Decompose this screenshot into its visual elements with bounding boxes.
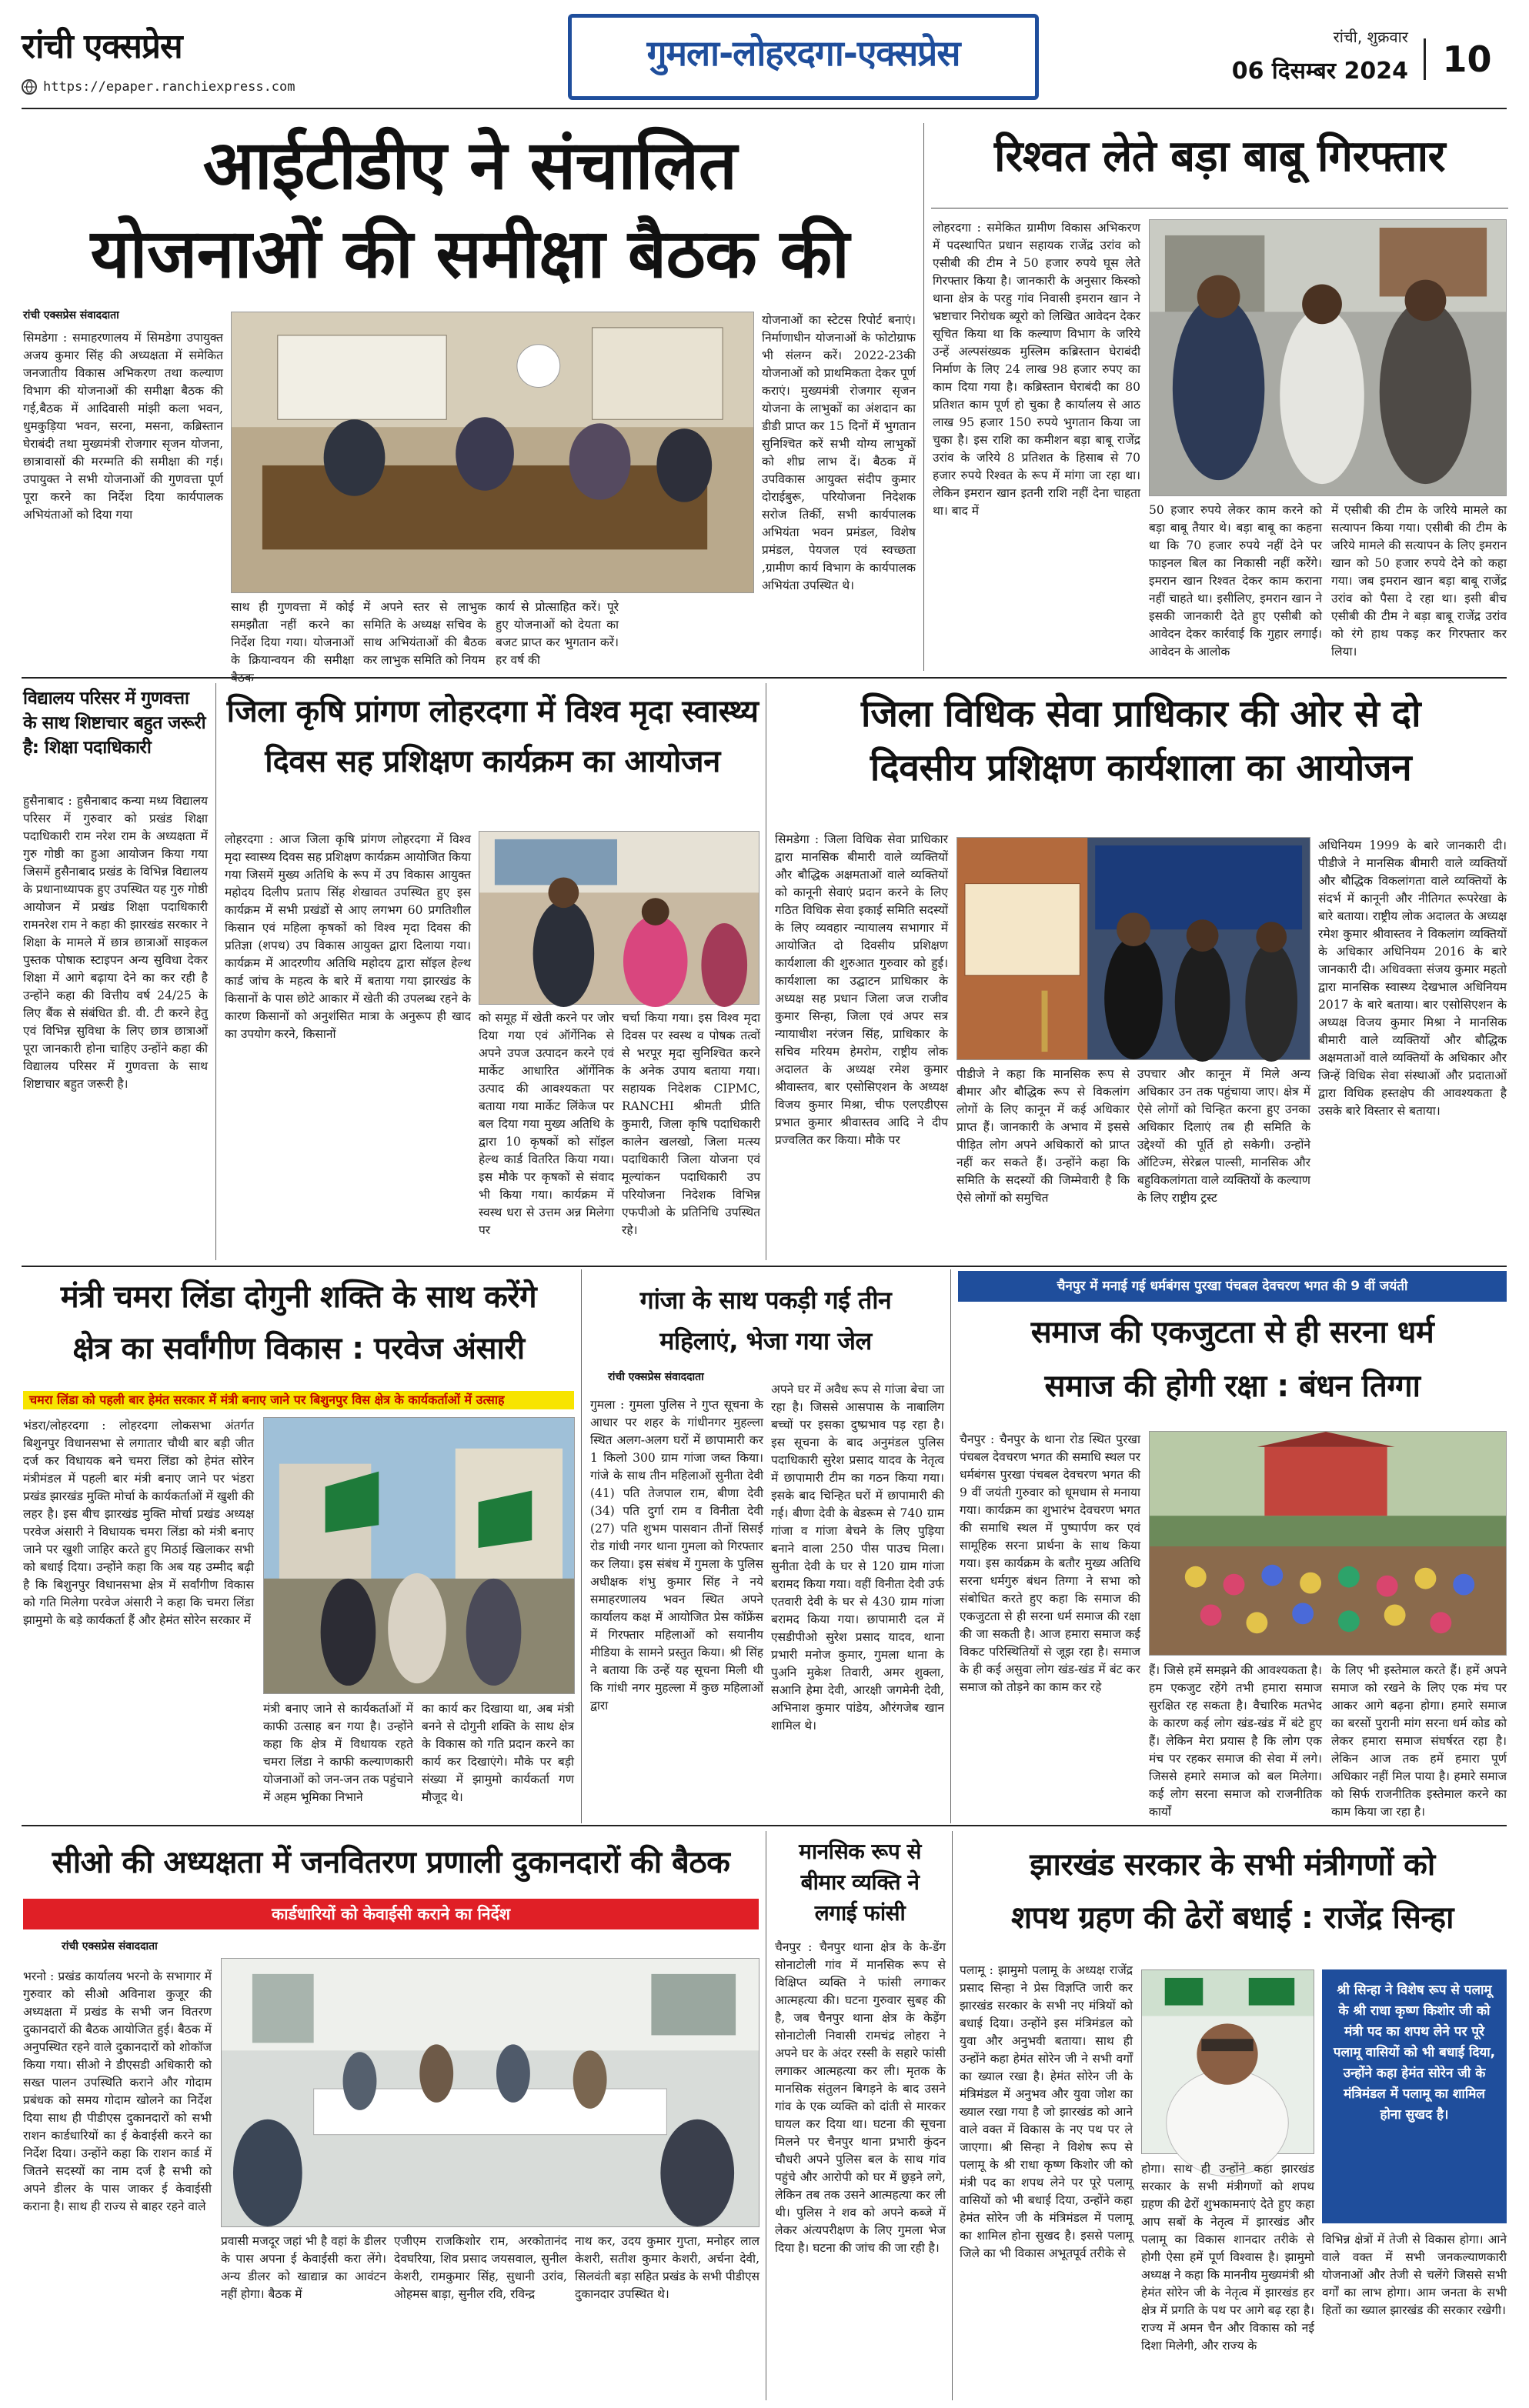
edition-title-box: [568, 14, 1039, 100]
story10-headline-line3: लगाई फांसी: [814, 1900, 906, 1926]
story6-headline-line1: मंत्री चमरा लिंडा दोगुनी शक्ति के साथ करेंगे: [60, 1279, 537, 1315]
globe-icon: [22, 79, 37, 95]
story1-column-5: योजनाओं का स्टेटस रिपोर्ट बनाएं। निर्माणाधीन योजनाओं के फोटोग्राफ भी संलग्न करें। 2022-23की योजनाओं को प्राथमिकता देकर पूर्ण कराएं। मुख्यमंत्री रोजगार सृजन योजना के लाभुकों का अंशदान का डीडी प्राप्त कर 15 दिनों में भुगतान सुनिश्चित करें सभी योग्य लाभुकों को शीघ्र लाभ दें। बैठक में उपविकास आयुक्त संदीप कुमार दोराईबुरू, परियोजना निदेशक सरोज तिर्की, सभी कार्यपालक अभियंता भवन प्रमंडल, विशेष प्रमंडल, पेयजल एवं स्वच्छता ,ग्रामीण कार्य विभाग के कार्यपालक अभियंता उपस्थित थे।: [762, 313, 916, 592]
story8-headline-line1: समाज की एकजुटता से ही सरना धर्म: [1030, 1315, 1434, 1350]
story8-gathering-photo: [1149, 1431, 1507, 1656]
story2-arrest-photo: [1149, 219, 1507, 496]
story4-event-photo: [479, 831, 759, 1005]
divider: [950, 1269, 951, 1823]
section-rule-1: [22, 677, 1507, 679]
story8-tagline: चैनपुर में मनाई गई धर्मबंगस पुरखा पंचबल देवचरण भगत की 9 वीं जयंती: [958, 1271, 1507, 1302]
story10-headline-line2: बीमार व्यक्ति ने: [800, 1869, 920, 1895]
edition-title: गुमला-लोहरदगा-एक्सप्रेस: [646, 32, 960, 74]
story11-headline-line1: झारखंड सरकार के सभी मंत्रीगणों को: [1030, 1847, 1435, 1883]
story7-headline-line1: गांजा के साथ पकड़ी गई तीन: [639, 1286, 892, 1315]
story4-column-1: लोहरदगा : आज जिला कृषि प्रांगण लोहरदगा में विश्व मृदा स्वास्थ्य दिवस सह प्रशिक्षण कार्यक्रम आयोजित किया गया जिसमें मुख्य अतिथि के रूप में उप विकास आयुक्त महोदय दिलीप प्रताप सिंह शेखावत उपस्थित हुए इस कार्यक्रम में सभी प्रखंडों से आए लगभग 60 प्रगतिशील किसान एवं महिला कृषकों को विश्व मृदा दिवस की प्रतिज्ञा (शपथ) उप विकास आयुक्त द्वारा दिलाया गया। कार्यक्रम में आदरणीय अतिथि महोदय द्वारा सॉइल हेल्थ कार्ड जांच के महत्व के बारे में बताया गया झारखंड के किसानों के पास छोटे आकार में खेती की उपलब्ध रहने के कारण किसानों को अनुशंसित मात्रा के अनुरूप ही खाद का उपयोग करने, किसानों: [225, 832, 471, 1041]
story3-headline: विद्यालय परिसर में गुणवत्ता के साथ शिष्टाचार बहुत जरूरी है: शिक्षा पदाधिकारी: [23, 689, 206, 758]
masthead: [0, 0, 1529, 108]
story4-headline-line2: दिवस सह प्रशिक्षण कार्यक्रम का आयोजन: [265, 744, 720, 779]
story9-meeting-photo: [221, 1958, 759, 2227]
story11-headline-line2: शपथ ग्रहण की ढेरों बधाई : राजेंद्र सिन्हा: [1010, 1900, 1454, 1936]
story6-subhead: चमरा लिंडा को पहली बार हेमंत सरकार में मंत्री बनाए जाने पर बिशुनपुर विस क्षेत्र के कार्यकर्ताओं में उत्साह: [23, 1391, 574, 1409]
story1-column-4: कार्य से प्रोत्साहित करें। पूरे हुए योजनाओं को देयता का बजट प्राप्त कर भुगतान करें। हर वर्ष की: [496, 600, 619, 667]
story9-column-2: प्रवासी मजदूर जहां भी है वहां के डीलर के पास अपना ई केवाईसी करा लेंगे। अन्य डीलर को खाद्यान्न का आवंटन नहीं होगा। बैठक में: [221, 2234, 386, 2301]
newspaper-logo: [22, 22, 314, 68]
story7-headline-line2: महिलाएं, भेजा गया जेल: [659, 1326, 872, 1356]
story1-meeting-photo: [231, 312, 754, 593]
story9-column-3: एजीएम राजकिशोर राम, अरकोतानंद देवघरिया, शिव प्रसाद जयसवाल, सुनील केशरी, रामकुमार सिंह, सुधानी उरांव, ओहमस बाड़ा, सुनील रवि, रविन्द्र: [394, 2234, 567, 2301]
story5-column-4: अधिनियम 1999 के बारे जानकारी दी। पीडीजे ने मानसिक बीमारी वाले व्यक्तियों और बौद्धिक विकलांगता वाले व्यक्तियों के संदर्भ में कानूनी और नीतिगत रूपरेखा के बारे बताया। राष्ट्रीय लोक अदालत के अध्यक्ष रमेश कुमार श्रीवास्तव ने विकलांग व्यक्तियों के अधिकार अधिनियम 2016 के बारे जानकारी दी। अधिवक्ता संजय कुमार महतो द्वारा मानसिक स्वास्थ्य देखभाल अधिनियम 2017 के बारे बताया। बार एसोसिएशन के अध्यक्ष विजय कुमार मिश्रा ने मानसिक बीमारी वाले व्यक्तियों और बौद्धिक अक्षमताओं वाले व्यक्तियों के अधिकार और जिन्हें विधिक सेवा संस्थाओं और प्रदाताओं द्वारा विधिक हस्तक्षेप की आवश्यकता है उसके बारे विस्तार से बताया।: [1318, 839, 1507, 1118]
story8-column-2: हैं। जिसे हमें समझने की आवश्यकता है। हम एकजुट रहेंगे तभी हमारा समाज सुरक्षित रह सकता है। वैचारिक मतभेद के कारण कई लोग खंड-खंड में बंटे हुए हैं। लेकिन मेरा प्रयास है कि लोग एक मंच पर रहकर समाज की सेवा में लगे। जिससे हमारे समाज को बल मिलेगा। कई लोग सरना समाज को राजनीतिक कार्यों: [1149, 1663, 1322, 1819]
story2-column-2: 50 हजार रुपये लेकर काम करने को बड़ा बाबू तैयार थे। बड़ा बाबू का कहना था कि 70 हजार रुपये नहीं देने पर फाइनल बिल का निकासी नहीं करेंगे। इमरान खान रिश्वत देकर काम कराना नहीं चाहते था। इसीलिए, इमरान खान ने इसकी जानकारी देते हुए एसीबी को आवेदन देकर कार्रवाई कि गुहार लगाई। आवेदन के आलोक: [1149, 503, 1322, 659]
story7-column-1: गुमला : गुमला पुलिस ने गुप्त सूचना के आधार पर शहर के गांधीनगर मुहल्ला स्थित अलग-अलग घरों में छापामारी कर 1 किलो 300 ग्राम गांजा जब्त किया। गांजे के साथ तीन महिलाओं सुनीता देवी (41) पति तेजपाल राम, बीणा देवी (34) पति दुर्गा राम व विनीता देवी (27) पति शुभम पासवान तीनों सिसई रोड गांधी नगर थाना गुमला को गिरफ्तार कर लिया। इस संबंध में गुमला के पुलिस अधीक्षक शंभु कुमार सिंह ने नये समाहरणालय भवन स्थित अपने कार्यालय कक्ष में आयोजित प्रेस कॉफ्रेंस में गिरफ्तार महिलाओं को सयानीय मीडिया के सामने प्रस्तुत किया। श्री सिंह ने बताया कि उन्हें यह सूचना मिली थी कि गांधी नगर मुहल्ला में कुछ महिलाओं द्वारा: [590, 1398, 763, 1713]
story11-pull-quote: [1322, 1969, 1507, 2223]
issue-date: 06 दिसम्बर 2024: [1231, 58, 1408, 85]
story1-byline: रांची एक्सप्रेस संवाददाता: [23, 309, 119, 322]
story11-column-1: पलामू : झामुमो पलामू के अध्यक्ष राजेंद्र प्रसाद सिन्हा ने प्रेस विज्ञप्ति जारी कर झारखंड सरकार के सभी नए मंत्रियों को बधाई दिया। उन्होंने इस मंत्रिमंडल को युवा और अनुभवी बताया। साथ ही उन्होंने कहा हेमंत सोरेन जी ने सभी वर्गों का ख्याल रखा है। हेमंत सोरेन जी के मंत्रिमंडल में अनुभव और युवा जोश का ख्याल रखा गया है जो झारखंड को आने वाले वक्त में विकास के नए पथ पर ले जाएगा। श्री सिन्हा ने विशेष रूप से पलामू के श्री राधा कृष्ण किशोर जी को मंत्री पद का शपथ लेने पर पूरे पलामू वासियों को भी बधाई दिया, उन्होंने कहा हेमंत सोरेन जी के मंत्रिमंडल में पलामू का शामिल होना सुखद है। इससे पलामू जिले का भी विकास अभूतपूर्व तरीके से: [960, 1963, 1133, 2260]
story11-column-3: विभिन्न क्षेत्रों में तेजी से विकास होगा। आने वाले वक्त में सभी जनकल्याणकारी योजनाओं और तेजी से चलेंगे जिससे सभी वर्गों का लाभ होगा। आम जनता के सभी हितों का ख्याल झारखंड की सरकार रखेगी।: [1322, 2233, 1507, 2317]
section-rule-3: [22, 1825, 1507, 1826]
page-number: 10: [1424, 38, 1508, 80]
story4-column-3: चर्चा किया गया। इस विश्व मृदा दिवस पर स्वस्थ व पोषक तत्वों से भरपूर मृदा सुनिश्चित करने के अनेक उपाय बताया गया। सहायक निदेशक CIPMC, RANCHI श्रीमती प्रीति कुमारी, जिला कृषि पदाधिकारी कालेन खलखो, जिला मत्स्य पदाधिकारी जिला योजना एवं मूल्यांकन पदाधिकारी उप परियोजना निदेशक विभिन्न एफपीओ के प्रतिनिधि उपस्थित रहे।: [622, 1011, 760, 1237]
story9-banner: कार्डधारियों को केवाईसी कराने का निर्देश: [23, 1899, 759, 1929]
story1-headline-line2: योजनाओं की समीक्षा बैठक की: [90, 214, 850, 293]
story6-column-2: मंत्री बनाए जाने से कार्यकर्ताओं में काफी उत्साह बन गया है। उन्होंने कहा कि क्षेत्र में विधायक रहते चमरा लिंडा ने काफी कल्याणकारी योजनाओं को जन-जन तक पहुंचाने में अहम भूमिका निभाने: [263, 1702, 413, 1804]
story7-byline: रांची एक्सप्रेस संवाददाता: [608, 1371, 704, 1383]
city-day: रांची, शुक्रवार: [1333, 28, 1408, 46]
story2-headline: रिश्वत लेते बड़ा बाबू गिरफ्तार: [994, 132, 1445, 182]
story9-column-4: नाथ कर, उदय कुमार गुप्ता, मनोहर लाल केशरी, सतीश कुमार केशरी, अर्चना देवी, सिलवंती बड़ा सहित प्रखंड के सभी पीडीएस दुकानदार उपस्थित थे।: [575, 2234, 760, 2301]
url-bar[interactable]: [22, 77, 322, 97]
story9-byline: रांची एक्सप्रेस संवाददाता: [62, 1940, 158, 1953]
story9-column-1: भरनो : प्रखंड कार्यालय भरनो के सभागार में गुरुवार को सीओ अविनाश कुजूर की अध्यक्षता में प्रखंड के सभी जन वितरण दुकानदारों की बैठक आयोजित हुई। बैठक में अनुपस्थित रहने वाले दुकानदारों को शोकॉज किया गया। सीओ ने डीएसडी अधिकारी को सख्त पालन उपस्थिति कराने और गोदाम प्रबंधक को समय गोदाम खोलने का निर्देश दिया साथ ही पीडीएस दुकानदारों को सभी राशन कार्डधारियों का ई केवाईसी करने का निर्देश दिया। उन्होंने कहा कि राशन कार्ड में जितने सदस्यों का नाम दर्ज है सभी को अपने डीलर के पास जाकर ई केवाईसी कराना है। साथ ही राज्य से बाहर रहने वाले: [23, 1969, 212, 2213]
divider: [923, 123, 924, 671]
story1-headline-line1: आईटीडीए ने संचालित: [202, 125, 737, 205]
story7-column-2: अपने घर में अवैध रूप से गांजा बेचा जा रहा है। जिससे आसपास के नाबालिग बच्चों पर इसका दुष्प्रभाव पड़ रहा है। इस सूचना के बाद अनुमंडल पुलिस पदाधिकारी सुरेश प्रसाद यादव के नेतृत्व में छापामारी टीम का गठन किया गया। इसके बाद चिन्हित घरों में छापामारी की गई। बीणा देवी के बेडरूम से 740 ग्राम गांजा व गांजा बेचने के लिए पुड़िया बनाने वाला 250 पीस पाउच मिला। सुनीता देवी के घर से 120 ग्राम गांजा बरामद किया गया। वहीं विनीता देवी उर्फ एतवारी देवी के घर से 430 ग्राम गांजा बरामद किया गया। छापामारी दल में एसडीपीओ सुरेश प्रसाद यादव, थाना प्रभारी मनोज कुमार, गुमला थाना के पुअनि मुकेश तिवारी, अमर शुक्ला, सआनि हेमा देवी, आरक्षी जगमेनी देवी, अभिनाश कुमार पांडेय, औरंगजेब खान शामिल थे।: [771, 1382, 944, 1733]
story2-column-1: लोहरदगा : समेकित ग्रामीण विकास अभिकरण में पदस्थापित प्रधान सहायक राजेंद्र उरांव को एसीबी की टीम ने 50 हजार रुपये घूस लेते गिरफ्तार किया है। जानकारी के अनुसार किस्को थाना क्षेत्र के परहु गांव निवासी इमरान खान ने भ्रष्टाचार निरोधक ब्यूरो को लिखित आवेदन देकर सूचित किया था कि कल्याण विभाग के जरिये उन्हें अल्पसंख्यक मुस्लिम कब्रिस्तान घेराबंदी निर्माण के लिए 24 लाख 98 हजार रुपए का काम दिया गया है। कब्रिस्तान घेराबंदी का 80 प्रतिशत काम पूर्ण हो चुका है कार्यालय से आठ लाख 95 हजार 150 रुपये भुगतान किया जा चुका है। इस राशि का कमीशन बड़ा बाबू राजेंद्र उरांव के जरिये 8 प्रतिशत के हिसाब से 70 हजार रुपये रिश्वत के रूप में मांगा जा रहा था। लेकिन इमरान खान इतनी राशि नहीं देना चाहता था। बाद में: [933, 221, 1140, 518]
story4-column-2: को समूह में खेती करने पर जोर दिया गया एवं ऑर्गेनिक से अपने उपज उत्पादन करने एवं मार्केट आधारित ऑर्गेनिक उत्पाद की आवश्यकता पर बताया गया मार्केट लिंकेज पर बल दिया गया मुख्य अतिथि के द्वारा 10 कृषकों को सॉइल हेल्थ कार्ड वितरित किया गया। इस मौके पर कृषकों से संवाद भी किया गया। कार्यक्रम में स्वस्थ धरा से उत्तम अन्न मिलेगा पर: [479, 1011, 614, 1237]
story5-headline-line1: जिला विधिक सेवा प्राधिकार की ओर से दो: [860, 692, 1421, 735]
story5-headline-line2: दिवसीय प्रशिक्षण कार्यशाला का आयोजन: [870, 746, 1412, 789]
story4-headline-line1: जिला कृषि प्रांगण लोहरदगा में विश्व मृदा स्वास्थ्य: [226, 694, 759, 729]
story1-column-1: सिमडेगा : समाहरणालय में सिमडेगा उपायुक्त अजय कुमार सिंह की अध्यक्षता में समेकित जनजातीय विकास अभिकरण तथा कल्याण विभाग की योजनाओं की समीक्षा बैठक की गई,बैठक में आदिवासी मांझी कला भवन, धुमकुड़िया भवन, सरना, मसना, कब्रिस्तान घेराबंदी तथा मुख्यमंत्री रोजगार सृजन योजना, छात्रावासों की मरम्मति की समीक्षा की गई। उपायुक्त ने सभी योजनाओं की गुणवत्ता पूर्ण पूरा करने का निर्देश दिया कार्यपालक अभियंताओं को दिया गया: [23, 331, 223, 522]
divider: [215, 683, 216, 1260]
divider: [581, 1269, 582, 1823]
story6-column-3: का कार्य कर दिखाया था, अब मंत्री बनने से दोगुनी शक्ति के साथ क्षेत्र के विकास को गति प्रदान करने का कार्य कर दिखाएंगे। मौके पर बड़ी संख्या में झामुमो कार्यकर्ता गण मौजूद थे।: [422, 1702, 574, 1804]
pull-quote-text: श्री सिन्हा ने विशेष रूप से पलामू के श्री राधा कृष्ण किशोर जी को मंत्री पद का शपथ लेने पर पूरे पलामू वासियों को भी बधाई दिया, उन्होंने कहा हेमंत सोरेन जी के मंत्रिमंडल में पलामू का शामिल होना सुखद है।: [1333, 1983, 1496, 2123]
story10-column: चैनपुर : चैनपुर थाना क्षेत्र के के-डेंग सोनाटोली गांव में मानसिक रूप से विक्षिप्त व्यक्ति ने फांसी लगाकर आत्महत्या की। घटना गुरुवार सुबह की है, जब चैनपुर थाना क्षेत्र के केड़ेंग सोनाटोली निवासी रामचंद्र लोहरा ने अपने घर के अंदर रस्सी के सहारे फांसी लगाकर आत्महत्या कर ली। मृतक के मानसिक संतुलन बिगड़ने के बाद उसने गांव के एक व्यक्ति को दांती से मारकर घायल कर दिया था। घटना की सूचना मिलने पर चैनपुर थाना प्रभारी कुंदन चौधरी अपने पुलिस बल के साथ गांव पहुंचे और आरोपी को घर में छुड़ने लगे, लेकिन तब तक उसने आत्महत्या कर ली थी। पुलिस ने शव को अपने कब्जे में लेकर अंत्यपरीक्षण के लिए गुमला भेज दिया है। घटना की जांच की जा रही है।: [775, 1940, 946, 2255]
story1-column-2: साथ ही गुणवत्ता में कोई समझौता नहीं करने का निर्देश दिया गया। योजनाओं के क्रियान्वयन की समीक्षा बैठक: [231, 600, 354, 685]
section-rule-2: [22, 1266, 1507, 1267]
story5-column-1: सिमडेगा : जिला विधिक सेवा प्राधिकार द्वारा मानसिक बीमारी वाले व्यक्तियों और बौद्धिक अक्षमताओं वाले व्यक्तियों को कानूनी सेवाएं प्रदान करने के लिए गठित विधिक सेवा इकाई समिति सदस्यों के लिए व्यवहार न्यायालय सभागार में आयोजित दो दिवसीय प्रशिक्षण कार्यशाला की शुरुआत गुरुवार को हुई। कार्यशाला का उद्घाटन प्राधिकार के अध्यक्ष सह प्रधान जिला जज राजीव कुमार सिन्हा, जिला एवं अपर सत्र न्यायाधीश नरंजन सिंह, प्राधिकार के सचिव मरियम हेमरोम, राष्ट्रीय लोक अदालत के अध्यक्ष रमेश कुमार श्रीवास्तव, बार एसोसिएशन के अध्यक्ष विजय कुमार मिश्रा, चीफ एलएडीएस प्रभात कुमार श्रीवास्तव आदि ने दीप प्रज्वलित कर किया। मौके पर: [775, 832, 948, 1147]
story8-column-3: के लिए भी इस्तेमाल करते हैं। हमें अपने समाज को रखने के लिए एक मंच पर आकर आगे बढ़ना होगा। हमारे समाज का बरसों पुरानी मांग सरना धर्म कोड को लेकर हमारा समाज संघर्षरत रहा है। लेकिन आज तक हमें हमारा पूर्ण अधिकार नहीं मिल पाया है। हमारे समाज को सिर्फ राजनीतिक इस्तेमाल करने का काम किया जा रहा है।: [1331, 1663, 1507, 1819]
story5-column-2: पीडीजे ने कहा कि मानसिक रूप से बीमार और बौद्धिक रूप से विकलांग लोगों के लिए कानून में कई अधिकार प्राप्त हैं। जानकारी के अभाव में इससे पीड़ित लोग अपने अधिकारों को प्राप्त नहीं कर सकते हैं। उन्होंने कहा कि समिति के सदस्यों की जिम्मेवारी है कि ऐसे लोगों को समुचित: [956, 1067, 1130, 1205]
story8-column-1: चैनपुर : चैनपुर के थाना रोड स्थित पुरखा पंचबल देवचरण भगत की समाधि स्थल पर धर्मबंगस पुरखा पंचबल देवचरण भगत की 9 वीं जयंती गुरुवार को धूमधाम से मनाया गया। कार्यक्रम का शुभारंभ देवचरण भगत की समाधि स्थल में पुष्पार्पण कर एवं सामूहिक सरना प्रार्थना के साथ किया गया। इस कार्यक्रम के बतौर मुख्य अतिथि सरना धर्मगुरु बंधन तिग्गा ने सभा को संबोधित करते हुए कहा कि समाज की एकजुटता से ही सरना धर्म समाज की रक्षा की जा सकती है। आज हमारा समाज कई विकट परिस्थितियों से जूझ रहा है। समाज के ही कई असुवा लोग खंड-खंड में बंट कर समाज को तोड़ने का काम कर रहे: [960, 1432, 1140, 1694]
story9-headline: सीओ की अध्यक्षता में जनवितरण प्रणाली दुकानदारों की बैठक: [52, 1845, 730, 1880]
story1-column-3: में अपने स्तर से लाभुक समिति के अध्यक्ष सचिव के साथ अभियंताओं की बैठक कर लाभुक समिति को नियम: [363, 600, 486, 667]
story11-column-2: होगा। साथ ही उन्होंने कहा झारखंड सरकार के सभी मंत्रीगणों को शपथ ग्रहण की ढेरों शुभकामनाएं देते हुए कहा आप सबों के नेतृत्व में झारखंड और पलामू का विकास शानदार तरीके से होगी ऐसा हमें पूर्ण विश्वास है। झामुमो अध्यक्ष ने कहा कि माननीय मुख्यमंत्री श्री हेमंत सोरेन जी के नेतृत्व में झारखंड हर क्षेत्र में प्रगति के पथ पर आगे बढ़ रहा है। राज्य में अमन चैन और विकास को नई दिशा मिलेगी, और राज्य के: [1141, 2162, 1314, 2353]
story6-celebration-photo: [263, 1417, 575, 1694]
story11-portrait-photo: [1141, 1969, 1314, 2154]
story3-column: हुसैनाबाद : हुसैनाबाद कन्या मध्य विद्यालय परिसर में गुरुवार को प्रखंड शिक्षा पदाधिकारी राम नरेश राम के अध्यक्षता में गुरु गोष्ठी का हुआ आयोजन किया गया जिसमें हुसैनाबाद प्रखंड के विभिन्न विद्यालय के प्रधानाध्यापक हुए उपस्थित यह गुरु गोष्ठी आयोजन में प्रखंड शिक्षा पदाधिकारी रामनरेश राम ने कहा की झारखंड सरकार ने शिक्षा के मामले में छात्र छात्राओं साइकल पुस्तक पोषाक स्टाइपन अन्य सुविधा देकर शिक्षा में आगे बढ़ाया देने का कर रही है उन्होंने कहा की वित्तीय वर्ष 24/25 के लिए बैंक से संबंधित डी. वी. टी करने हेतु एवं विभिन्न सुविधा के लिए छात्र छात्राओं पूरा जानकारी होना चाहिए उन्होंने कहा की विद्यालय परिसर में गुणवत्ता के साथ शिष्टाचार बहुत जरूरी है।: [23, 794, 208, 1091]
story2-column-3: में एसीबी की टीम के जरिये मामले का सत्यापन किया गया। एसीबी की टीम के जरिये मामले की सत्यापन के लिए इमरान खान को 50 हजार रुपये देने को कहा गया। जब इमरान खान बड़ा बाबू राजेंद्र उरांव को पैसा दे रहा था। इसी बीच एसीबी की टीम ने बड़ा बाबू राजेंद्र उरांव को रंगे हाथ पकड़ कर गिरफ्तार कर लिया।: [1331, 503, 1507, 659]
story5-lamp-lighting-photo: [956, 837, 1310, 1060]
epaper-url[interactable]: https://epaper.ranchiexpress.com: [43, 79, 295, 95]
story10-headline-line1: मानसिक रूप से: [799, 1839, 921, 1864]
story6-headline-line2: क्षेत्र का सर्वांगीण विकास : परवेज अंसारी: [72, 1331, 525, 1366]
story5-column-3: उपचार और कानून में मिले अन्य अधिकार उन तक पहुंचाया जाए। क्षेत्र में ऐसे लोगों को चिन्हित करना हुए उनका अधिकार दिलाएं तब ही समिति के उद्देश्यों की पूर्ति हो सकेगी। उन्होंने ऑटिज्म, सेरेब्रल पाल्सी, मानसिक और बहुविकलांगता वाले व्यक्तियों के कल्याण के लिए राष्ट्रीय ट्रस्ट: [1137, 1067, 1310, 1205]
story8-headline-line2: समाज की होगी रक्षा : बंधन तिग्गा: [1044, 1369, 1421, 1404]
masthead-rule: [22, 108, 1507, 109]
logo-text: रांची एक्सप्रेस: [22, 27, 182, 66]
divider: [952, 1831, 953, 2400]
story6-column-1: भंडरा/लोहरदगा : लोहरदगा लोकसभा अंतर्गत बिशुनपुर विधानसभा से लगातार चौथी बार बड़ी जीत दर्ज कर विधायक बने चमरा लिंडा को हेमंत सोरेन मंत्रीमंडल में पहली बार मंत्री बनाए जाने पर भंडरा प्रखंड झारखंड मुक्ति मोर्चा के कार्यकर्ताओं में खुशी की लहर है। इस बीच झारखंड मुक्ति मोर्चा प्रखंड अध्यक्ष परवेज अंसारी ने विधायक चमरा लिंडा को मंत्री बनाए जाने पर खुशी जाहिर करते हुए मिठाई खिलाकर सभी को बधाई दिया। उन्होंने कहा कि अब यह उम्मीद बढ़ी है कि बिशुनपुर विधानसभा क्षेत्र में सर्वांगीण विकास को गति मिलेगा परवेज अंसारी ने कहा कि चमरा लिंडा झामुमो के बड़े कार्यकर्ता हैं और हेमंत सोरेन सरकार में: [23, 1419, 254, 1627]
